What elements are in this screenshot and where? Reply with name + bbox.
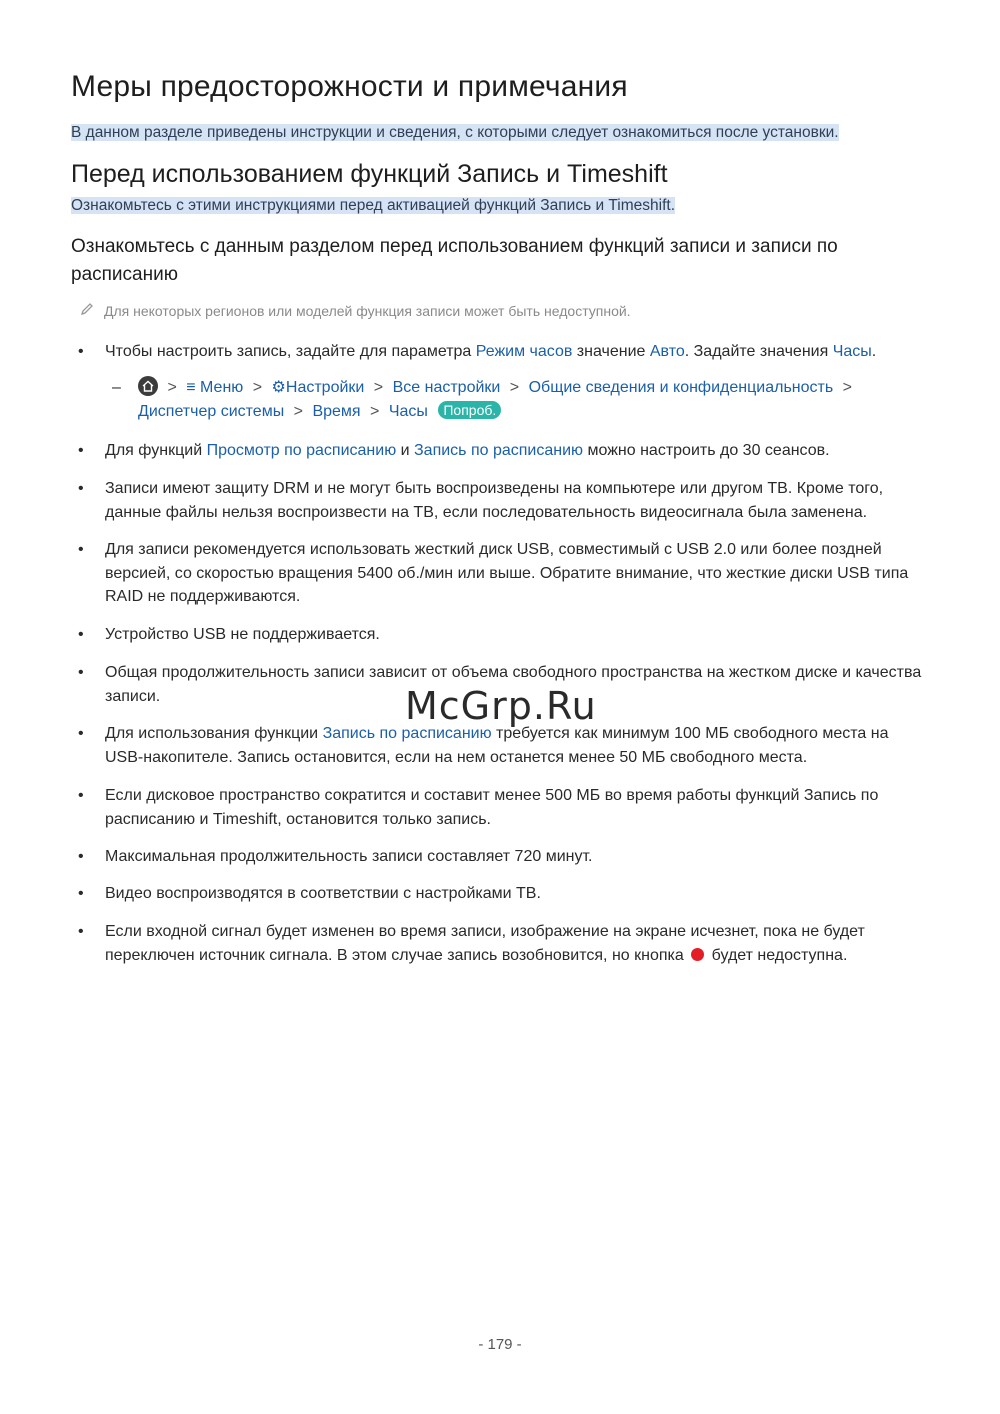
list-item-text: Если дисковое пространство сократится и составит менее 500 МБ во время работы функций Запись по расписанию и Timeshift, остановится только запись.	[105, 787, 879, 828]
breadcrumb-clock[interactable]: Часы	[388, 403, 428, 420]
list-item	[78, 538, 928, 609]
bullet: •	[78, 664, 84, 681]
link-schedule-recording[interactable]: Запись по расписанию	[322, 725, 492, 742]
list-item-text: Для записи рекомендуется использовать жесткий диск USB, совместимый с USB 2.0 или более поздней версией, со скоростью вращения 5400 об./мин или выше. Обратите внимание, что жесткие диски USB типа RAID не поддерживаются.	[105, 541, 909, 605]
link-schedule-viewing[interactable]: Просмотр по расписанию	[206, 442, 397, 459]
note	[80, 302, 631, 319]
bullet: •	[78, 480, 84, 497]
text-run: значение	[572, 343, 650, 360]
bullet: •	[78, 787, 84, 804]
list-item	[78, 439, 928, 463]
bullet: •	[78, 442, 84, 459]
list-item-text	[105, 439, 928, 463]
menu-path	[112, 376, 912, 424]
page-title: Меры предосторожности и примечания	[71, 70, 628, 103]
list-item-text	[105, 722, 928, 769]
try-now-button[interactable]: Попроб.	[438, 401, 501, 419]
chevron-right-icon: >	[373, 379, 384, 396]
section-title: Перед использованием функций Запись и Timeshift	[71, 160, 668, 188]
dash: –	[112, 379, 121, 396]
text-run: требуется как минимум 100 МБ свободного места на USB-накопителе. Запись остановится, если на нем останется менее 50 МБ свободного места.	[105, 725, 889, 766]
chevron-right-icon: >	[370, 403, 380, 420]
section-subtitle	[71, 197, 675, 215]
breadcrumb-system-manager[interactable]: Диспетчер системы	[138, 403, 285, 420]
text-run: . Задайте значения	[684, 343, 833, 360]
home-icon[interactable]	[138, 376, 158, 396]
breadcrumb-menu[interactable]: Меню	[200, 379, 244, 396]
chevron-right-icon: >	[293, 403, 303, 420]
list-item-text: Видео воспроизводятся в соответствии с настройками ТВ.	[105, 885, 541, 902]
breadcrumb-general[interactable]: Общие сведения и конфиденциальность	[528, 379, 834, 396]
watermark: McGrp.Ru	[405, 684, 597, 728]
list-item	[78, 477, 928, 524]
list-item-text: Устройство USB не поддерживается.	[105, 626, 380, 643]
menu-icon: ≡	[186, 379, 196, 396]
link-clock-mode[interactable]: Режим часов	[475, 343, 573, 360]
text-run: Для функций	[105, 442, 207, 459]
text-run: и	[396, 442, 415, 459]
bullet: •	[78, 541, 84, 558]
list-item	[78, 340, 928, 364]
link-schedule-recording[interactable]: Запись по расписанию	[414, 442, 584, 459]
list-item	[78, 784, 928, 831]
pencil-icon	[80, 302, 100, 319]
breadcrumb-all-settings[interactable]: Все настройки	[392, 379, 501, 396]
breadcrumb-settings[interactable]: Настройки	[285, 379, 365, 396]
list-item-text	[105, 920, 928, 967]
chevron-right-icon: >	[842, 379, 852, 396]
list-item-text: Записи имеют защиту DRM и не могут быть воспроизведены на компьютере или другом ТВ. Кроме того, данные файлы нельзя воспроизвести на ТВ, если последовательность видеосигнала была заменена.	[105, 480, 884, 521]
list-item-text	[105, 340, 928, 364]
text-run: можно настроить до 30 сеансов.	[583, 442, 830, 459]
bullet: •	[78, 885, 84, 902]
link-auto[interactable]: Авто	[649, 343, 685, 360]
section-subtitle-highlight: Ознакомьтесь с этими инструкциями перед активацией функций Запись и Timeshift.	[71, 197, 676, 214]
breadcrumb-time[interactable]: Время	[312, 403, 361, 420]
chevron-right-icon: >	[167, 379, 177, 396]
record-button-icon	[691, 948, 704, 961]
intro-text	[71, 124, 839, 142]
text-run: Если входной сигнал будет изменен во время записи, изображение на экране исчезнет, пока не будет переключен источник сигнала. В этом случае запись возобновится, но кнопка	[105, 923, 865, 964]
bullet: •	[78, 848, 84, 865]
list-item-text: Максимальная продолжительность записи составляет 720 минут.	[105, 848, 593, 865]
list-item	[78, 845, 928, 869]
bullet: •	[78, 626, 84, 643]
text-run: Для использования функции	[105, 725, 323, 742]
list-item	[78, 722, 928, 769]
subsection-title: Ознакомьтесь с данным разделом перед использованием функций записи и записи по расписанию	[71, 236, 838, 285]
bullet: •	[78, 343, 84, 360]
page-number: - 179 -	[478, 1336, 522, 1353]
chevron-right-icon: >	[252, 379, 263, 396]
text-run: .	[871, 343, 877, 360]
text-run: будет недоступна.	[707, 946, 848, 964]
bullet: •	[78, 923, 84, 940]
list-item	[78, 920, 928, 967]
list-item-text: Общая продолжительность записи зависит от объема свободного пространства на жестком диске и качества записи.	[105, 664, 922, 705]
chevron-right-icon: >	[509, 379, 520, 396]
text-run: Чтобы настроить запись, задайте для параметра	[105, 343, 476, 360]
intro-highlight: В данном разделе приведены инструкции и сведения, с которыми следует ознакомиться после установки.	[71, 124, 839, 141]
gear-icon: ⚙	[271, 379, 286, 396]
list-item	[78, 623, 928, 647]
list-item	[78, 882, 928, 906]
link-clock[interactable]: Часы	[832, 343, 872, 360]
bullet: •	[78, 725, 84, 742]
note-text: Для некоторых регионов или моделей функция записи может быть недоступной.	[104, 303, 631, 319]
breadcrumb	[138, 376, 912, 424]
